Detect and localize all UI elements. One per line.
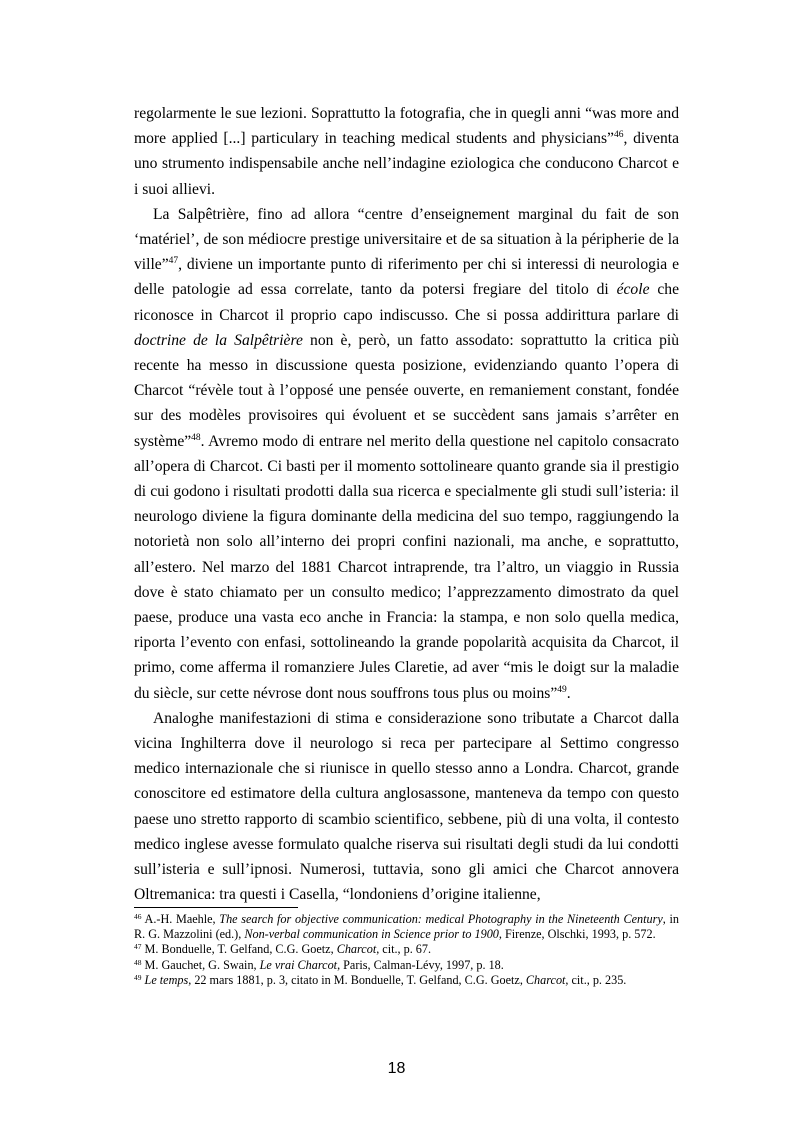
footnote-ref-49[interactable]: 49	[557, 684, 567, 695]
italic-term: doctrine de la Salpêtrière	[134, 331, 303, 349]
text-run: , cit., p. 67.	[376, 942, 432, 957]
italic-title: Charcot	[336, 942, 377, 957]
paragraph-1	[134, 101, 679, 202]
text-run: , diviene un importante punto di riferimento per chi si interessi di neurologia e delle patologie ad essa correlate, tanto da potersi fregiare del titolo di	[134, 256, 679, 299]
text-run: , Paris, Calman-Lévy, 1997, p. 18.	[337, 957, 504, 972]
text-run: . Avremo modo di entrare nel merito della questione nel capitolo consacrato all’opera di Charcot. Ci basti per il momento sottolineare quanto grande sia il prestigio di cui godono i risultati prodotti dalla sua ricerca e specialmente gli studi sull’isteria: il neurologo diviene la figura dominante della medicina del suo tempo, raggiungendo la notorietà non solo all’interno dei propri confini nazionali, ma anche, e soprattutto, all’estero. Nel marzo del 1881 Charcot intraprende, tra l’altro, un viaggio in Russia dove è stato chiamato per un consulto medico; l’apprezzamento dimostrato da quel paese, produce una vasta eco anche in Francia: la stampa, e non solo quella medica, riporta l’evento con enfasi, sottolineando la grande popolarità acquisita da Charcot, il primo, come afferma il romanziere Jules Claretie, ad aver “mis le doigt sur la maladie du siècle, sur cette névrose dont nous souffrons tous plus ou moins”	[134, 432, 679, 702]
footnote-number: 49	[134, 972, 142, 982]
footnote-number: 47	[134, 942, 142, 952]
paragraph-2	[134, 202, 679, 706]
footnote-ref-47[interactable]: 47	[168, 256, 179, 267]
footnote-49	[134, 973, 679, 988]
footnote-number: 48	[134, 957, 142, 967]
text-run: M. Bonduelle, T. Gelfand, C.G. Goetz,	[141, 942, 337, 957]
footnote-48	[134, 958, 679, 973]
footnotes	[134, 912, 679, 988]
page-number: 18	[387, 1060, 406, 1077]
text-run: , in R. G. Mazzolini (ed.),	[134, 912, 679, 942]
text-run: , Firenze, Olschki, 1993, p. 572.	[498, 927, 656, 942]
text-run: , 22 mars 1881, p. 3, citato in M. Bonduelle, T. Gelfand, C.G. Goetz,	[188, 972, 526, 987]
text-run: La Salpêtrière, fino ad allora “centre d’enseignement marginal du fait de son ‘matériel’, de son médiocre prestige universitaire et de sa situation à la péripherie de la ville”	[134, 205, 679, 274]
italic-title: Charcot	[525, 972, 566, 987]
footnote-47	[134, 942, 679, 957]
footnote-number: 46	[134, 912, 142, 921]
italic-title: Le temps	[141, 972, 189, 987]
body-text	[134, 101, 679, 908]
text-run: .	[566, 684, 571, 702]
text-run: , cit., p. 235.	[565, 972, 627, 987]
italic-title: Non-verbal communication in Science prior to 1900	[244, 927, 499, 942]
text-run: regolarmente le sue lezioni. Soprattutto la fotografia, che in quegli anni “was more and more applied [...] particulary in teaching medical students and physicians”	[134, 105, 679, 148]
text-run: che riconosce in Charcot il proprio capo indiscusso. Che si possa addirittura parlare di	[134, 281, 679, 324]
text-run: , diventa uno strumento indispensabile anche nell’indagine eziologica che conducono Charcot e i suoi allievi.	[134, 130, 679, 198]
footnote-46	[134, 912, 679, 942]
italic-term: école	[616, 281, 650, 299]
footnote-divider	[134, 907, 298, 908]
text-run: A.-H. Maehle,	[141, 912, 220, 926]
text-run: M. Gauchet, G. Swain,	[141, 957, 260, 972]
paragraph-3: Analoghe manifestazioni di stima e considerazione sono tributate a Charcot dalla vicina Inghilterra dove il neurologo si reca per partecipare al Settimo congresso medico internazionale che si riunisce in quello stesso anno a Londra. Charcot, grande conoscitore ed estimatore della cultura anglosassone, manteneva da tempo con questo paese uno stretto rapporto di scambio scientifico, sebbene, più di una volta, il contesto medico inglese avesse formulato qualche riserva sui risultati degli studi da lui condotti sull’isteria e sull’ipnosi. Numerosi, tuttavia, sono gli amici che Charcot annovera Oltremanica: tra questi i Casella, “londoniens d’origine italienne,	[134, 709, 679, 904]
footnote-ref-48[interactable]: 48	[191, 432, 201, 443]
text-run: non è, però, un fatto assodato: soprattutto la critica più recente ha messo in discussione questa posizione, evidenziando quanto l’opera di Charcot “révèle tout à l’opposé une pensée ouverte, en remaniement constant, fondée sur des modèles provisoires qui évoluent et se succèdent sans jamais s’arrêter en système”	[134, 331, 679, 450]
italic-title: Le vrai Charcot	[259, 957, 338, 972]
footnote-ref-46[interactable]: 46	[613, 130, 624, 141]
italic-title: The search for objective communication: medical Photography in the Nineteenth Century	[219, 912, 663, 926]
